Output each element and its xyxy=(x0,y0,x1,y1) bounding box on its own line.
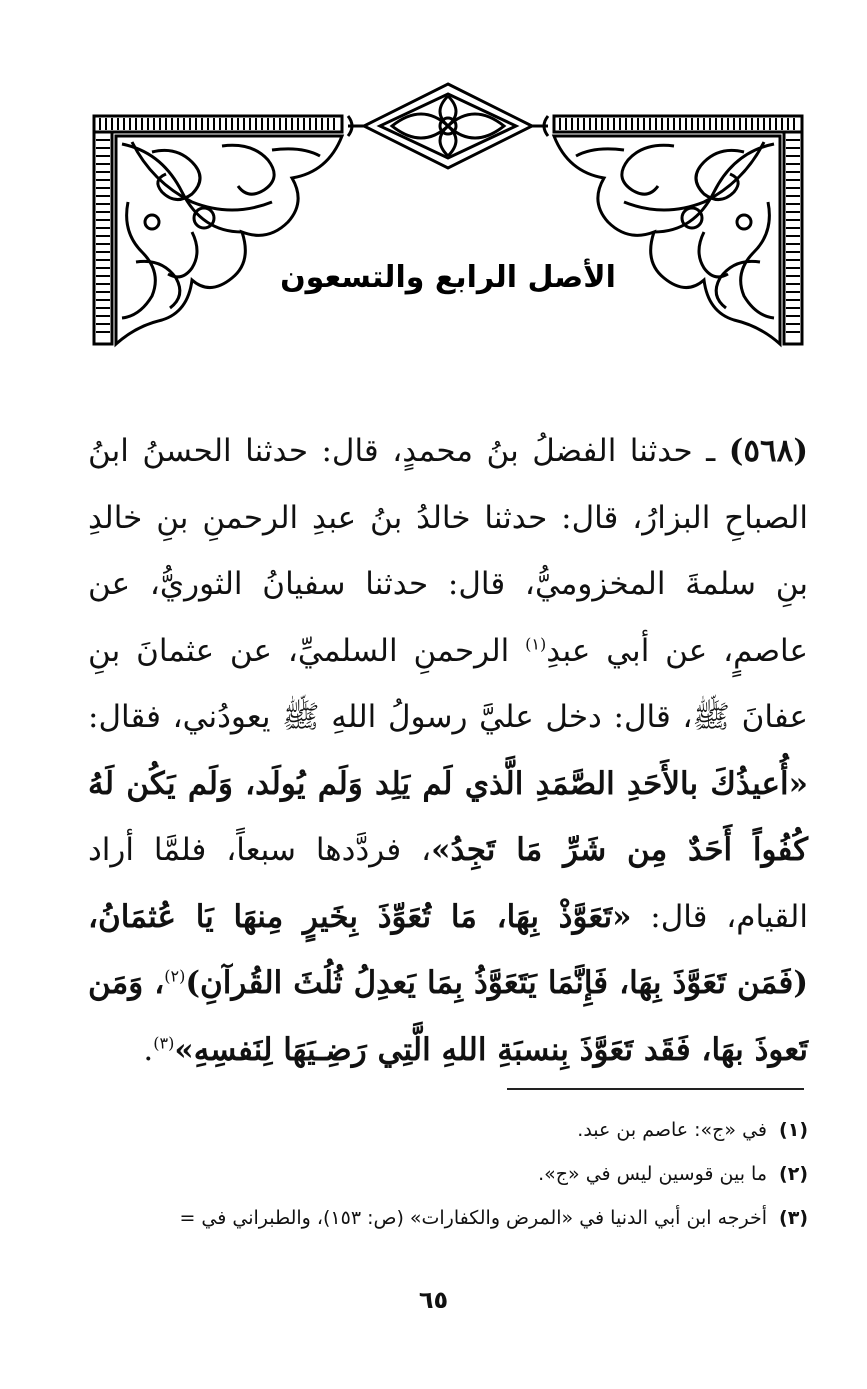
hadith-number: (٥٦٨) xyxy=(728,433,808,469)
footnote-number: (٢) xyxy=(779,1163,808,1185)
footnote-text: في «ج»: عاصم بن عبد. xyxy=(577,1119,768,1141)
footnote-text: أخرجه ابن أبي الدنيا في «المرض والكفارات» (ص: ١٥٣)، والطبراني في = xyxy=(179,1207,768,1229)
footnote-number: (٣) xyxy=(779,1207,808,1229)
hadith-end-mark: . xyxy=(143,1031,154,1068)
footnote-ref-3: (٣) xyxy=(153,1033,175,1053)
page-number: ٦٥ xyxy=(418,1286,449,1314)
footnote-text: ما بين قوسين ليس في «ج». xyxy=(538,1163,768,1185)
chapter-title: الأصل الرابع والتسعون xyxy=(280,260,616,295)
footnote-divider xyxy=(507,1088,804,1090)
hadith-body xyxy=(88,418,808,1083)
footnote-item xyxy=(88,1196,808,1240)
footnotes xyxy=(88,1108,808,1240)
footnote-ref-2: (٢) xyxy=(164,966,186,986)
hadith-text-part-3: ، فردَّدها سبعاً، فلمَّا أراد القيام، قال: xyxy=(88,832,808,935)
hadith-text-part-1: ـ حدثنا الفضلُ بنُ محمدٍ، قال: حدثنا الحسنُ ابنُ الصباحِ البزارُ، قال: حدثنا خالدُ بنُ عبدِ الرحمنِ بنِ خالدِ بنِ سلمةَ المخزوميُّ، قال: حدثنا سفيانُ الثوريُّ، عن عاصمٍ، عن أبي عبدِ xyxy=(88,433,808,669)
hadith-paragraph xyxy=(88,418,808,1083)
footnote-number: (١) xyxy=(779,1119,808,1141)
footnote-item xyxy=(88,1108,808,1152)
footnote-item xyxy=(88,1152,808,1196)
hadith-text-part-4: ، وَمَن تَعوذَ بهَا، فَقَد تَعَوَّذَ بِنسبَةِ اللهِ الَّتِي رَضِـيَهَا لِنَفسِهِ» xyxy=(88,965,808,1068)
prophetic-quote-1: «أُعيذُكَ بالأَحَدِ الصَّمَدِ الَّذي لَم يَلِد وَلَم يُولَد، وَلَم يَكُن لَهُ كُفُواً أَحَدٌ مِن شَرِّ مَا تَجِدُ» xyxy=(88,765,808,868)
hadith-text-part-2: الرحمنِ السلميِّ، عن عثمانَ بنِ عفانَ ﷺ، قال: دخل عليَّ رسولُ اللهِ ﷺ يعودُني، فقال: xyxy=(88,632,808,735)
chapter-header-ornament xyxy=(92,82,804,350)
ornament-frame-icon xyxy=(92,82,804,350)
prophetic-quote-2: «تَعَوَّذْ بِهَا، مَا تُعَوِّذَ بِخَيرٍ مِنهَا يَا عُثمَانُ، (فَمَن تَعَوَّذَ بِهَا، فَإِنَّمَا يَتَعَوَّذُ بِمَا يَعدِلُ ثُلُثَ القُرآنِ) xyxy=(88,898,808,1001)
footnote-ref-1: (١) xyxy=(525,634,547,654)
